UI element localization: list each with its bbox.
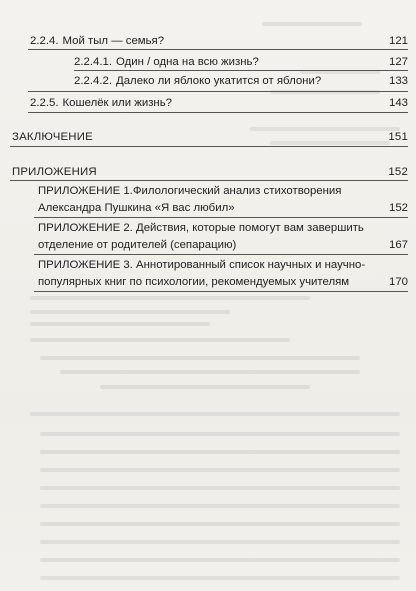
divider (74, 70, 408, 71)
toc-entry-title: ЗАКЛЮЧЕНИЕ (12, 131, 93, 143)
divider (34, 217, 408, 218)
toc-entry-title: Один / одна на всю жизнь? (116, 56, 259, 68)
toc-entry[interactable] (30, 34, 408, 49)
toc-entry-title-line2: Александра Пушкина «Я вас любил» (38, 202, 235, 214)
toc-entry-number: 2.2.5. (30, 97, 59, 109)
toc-entry-title-line2: популярных книг по психологии, рекомендуемых учителям (38, 276, 350, 288)
toc-entry-page: 167 (388, 239, 408, 251)
toc-entry-title: ПРИЛОЖЕНИЯ (12, 166, 97, 178)
divider (10, 146, 408, 147)
toc-entry-page: 151 (388, 131, 408, 143)
toc-entry-page: 127 (388, 56, 408, 68)
toc-entry-title: Мой тыл — семья? (62, 35, 165, 47)
toc-appendices[interactable] (12, 165, 408, 180)
toc-entry-title: Кошелёк или жизнь? (62, 97, 172, 109)
toc-appendix-3[interactable] (38, 257, 408, 291)
divider (28, 49, 408, 50)
toc-appendix-2[interactable] (38, 220, 408, 254)
toc-entry-number: 2.2.4.1. (74, 56, 112, 68)
toc-entry-page: 152 (388, 202, 408, 214)
toc-entry-number: 2.2.4.2. (74, 75, 112, 87)
toc-entry-page: 133 (388, 75, 408, 87)
toc-appendix-1[interactable] (38, 183, 408, 217)
toc-entry-title-line1: ПРИЛОЖЕНИЕ 3. Аннотированный список научных и научно- (38, 259, 366, 271)
toc-conclusion[interactable] (12, 130, 408, 145)
toc-entry-title-line2: отделение от родителей (сепарацию) (38, 239, 237, 251)
toc-entry-title-line1: ПРИЛОЖЕНИЕ 1.Филологический анализ стихотворения (38, 185, 342, 197)
divider (34, 291, 408, 292)
divider (28, 112, 408, 113)
toc-entry[interactable] (74, 74, 408, 89)
toc-entry-title-line1: ПРИЛОЖЕНИЕ 2. Действия, которые помогут вам завершить (38, 222, 364, 234)
toc-entry-page: 121 (388, 35, 408, 47)
toc-entry-number: 2.2.4. (30, 35, 59, 47)
toc-entry-page: 143 (388, 97, 408, 109)
toc-entry[interactable] (74, 55, 408, 70)
divider (34, 254, 408, 255)
toc-entry-title: Далеко ли яблоко укатится от яблони? (116, 75, 322, 87)
toc-entry-page: 152 (388, 166, 408, 178)
divider (10, 180, 408, 181)
toc-entry[interactable] (30, 96, 408, 111)
divider (28, 91, 408, 92)
toc-entry-page: 170 (388, 276, 408, 288)
